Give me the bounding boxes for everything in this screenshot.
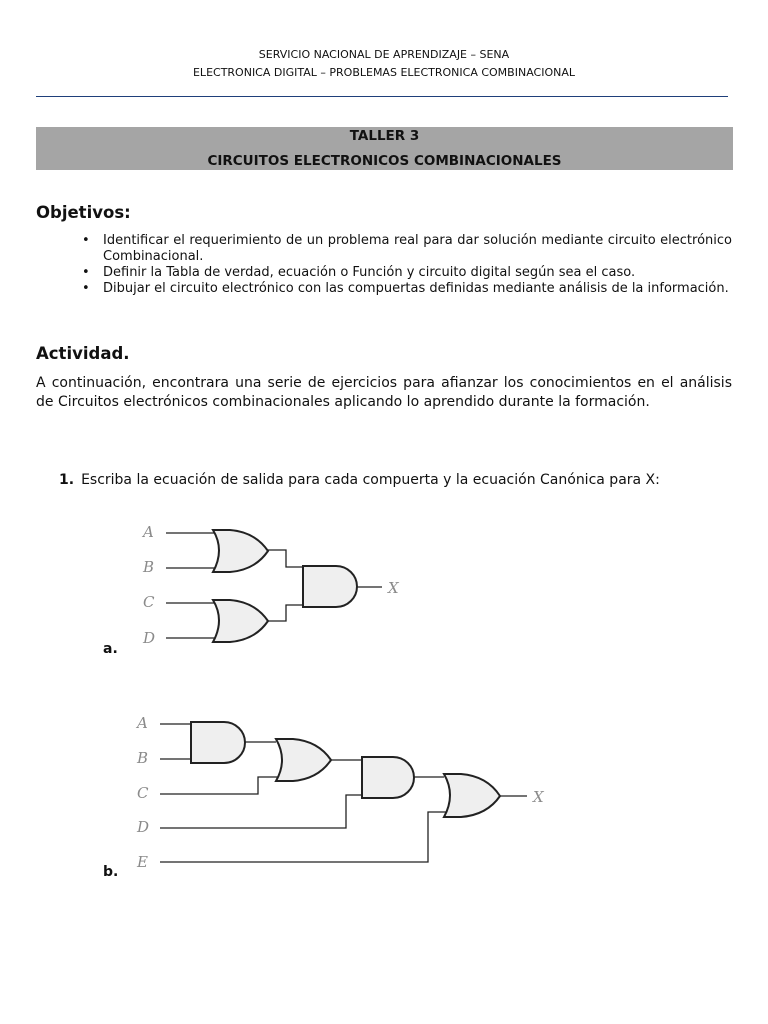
header-institution: SERVICIO NACIONAL DE APRENDIZAJE – SENA <box>258 48 510 61</box>
input-label-d: D <box>143 629 156 647</box>
bullet-icon: • <box>82 281 90 296</box>
objetivo-text: Identificar el requerimiento de un problema real para dar solución mediante circuito electrónico Combinacional. <box>103 233 732 264</box>
header-course: ELECTRONICA DIGITAL – PROBLEMAS ELECTRONICA COMBINACIONAL <box>192 66 575 79</box>
input-label-b: B <box>143 558 155 576</box>
input-label-a: A <box>137 714 148 732</box>
wire <box>160 795 362 828</box>
actividad-paragraph: A continuación, encontrara una serie de ejercicios para afianzar los conocimientos en el análisis de Circuitos electrónicos combinacionales aplicando lo aprendido durante la formación. <box>36 375 732 410</box>
input-label-e: E <box>137 853 148 871</box>
circuit-b-label: b. <box>103 864 119 880</box>
banner-subtitle: CIRCUITOS ELECTRONICOS COMBINACIONALES <box>207 153 562 169</box>
wire <box>160 777 282 794</box>
wire <box>268 605 303 621</box>
or-gate <box>276 739 331 781</box>
question-text: Escriba la ecuación de salida para cada compuerta y la ecuación Canónica para X: <box>81 472 660 488</box>
bullet-icon: • <box>82 233 90 248</box>
wire <box>268 550 303 567</box>
objetivos-heading: Objetivos: <box>36 203 131 222</box>
actividad-heading: Actividad. <box>36 344 130 363</box>
and-gate <box>362 757 414 798</box>
objetivo-text: Dibujar el circuito electrónico con las compuertas definidas mediante análisis de la información. <box>103 281 729 296</box>
and-gate <box>191 722 245 763</box>
output-label-x: X <box>388 579 399 597</box>
banner-title: TALLER 3 <box>349 128 420 144</box>
input-label-b: B <box>137 749 149 767</box>
input-label-d: D <box>137 818 150 836</box>
and-gate <box>303 566 357 607</box>
or-gate <box>444 774 500 817</box>
objetivo-text: Definir la Tabla de verdad, ecuación o Función y circuito digital según sea el caso. <box>103 265 636 280</box>
input-label-a: A <box>143 523 154 541</box>
question-number: 1. <box>59 472 75 488</box>
input-label-c: C <box>143 593 155 611</box>
circuit-a-label: a. <box>103 641 118 657</box>
or-gate <box>213 600 268 642</box>
output-label-x: X <box>533 788 544 806</box>
input-label-c: C <box>137 784 149 802</box>
or-gate <box>213 530 268 572</box>
bullet-icon: • <box>82 265 90 280</box>
wire <box>160 812 448 862</box>
